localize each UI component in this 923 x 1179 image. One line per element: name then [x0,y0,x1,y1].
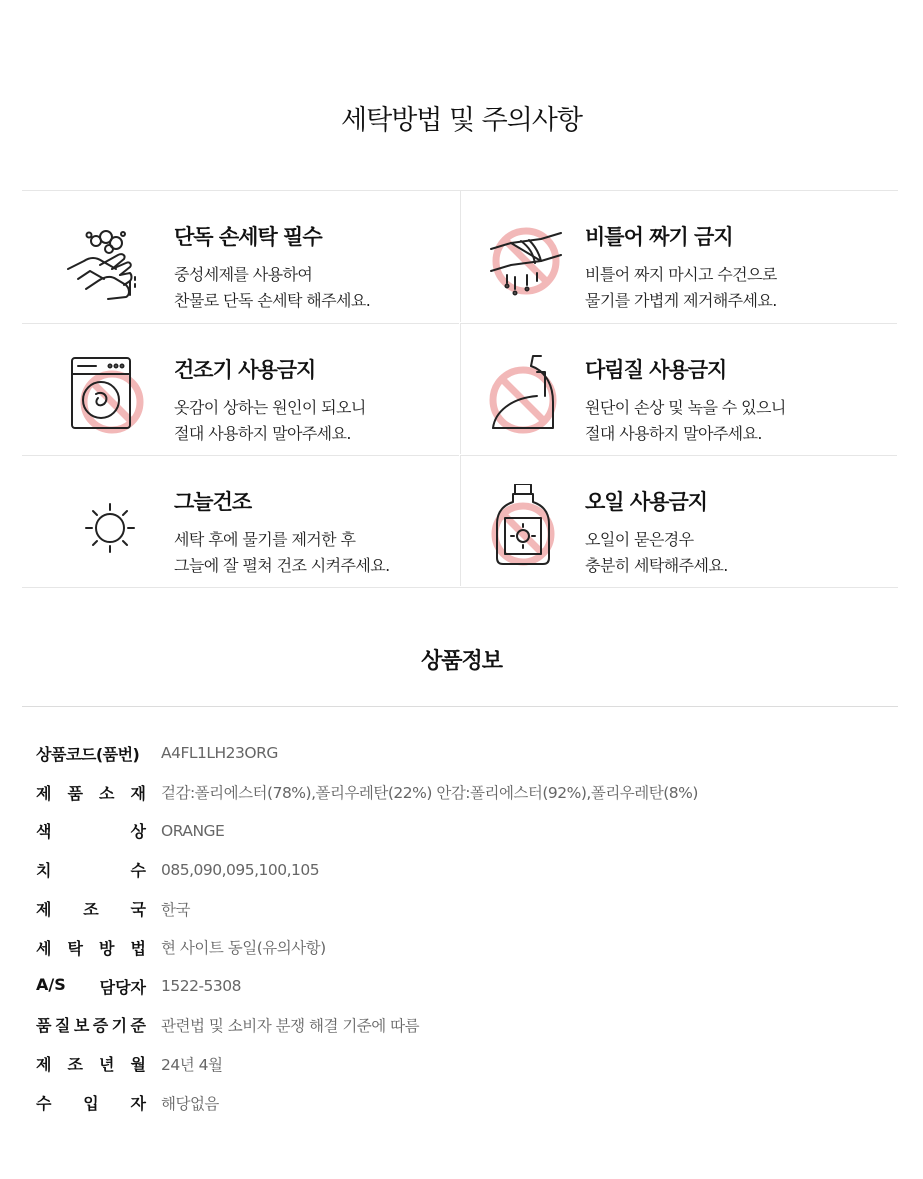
info-label [36,781,146,804]
care-item-line: 충분히 세탁해주세요. [585,556,728,575]
product-info-title: 상품정보 [420,649,502,674]
info-row [36,1006,896,1045]
care-item-no-dryer [22,323,459,454]
info-label-char: 조 [67,1055,83,1075]
info-row [36,967,896,1006]
info-value: 겉감:폴리에스터(78%),폴리우레탄(22%) 안감:폴리에스터(92%),폴리우레탄(8%) [161,784,698,803]
info-label-char: 재 [130,783,146,803]
info-label-char: 색 [36,822,52,842]
info-label-char: 기 [111,1016,128,1036]
care-item-line: 물기를 가볍게 제거해주세요. [585,291,777,310]
info-value: A4FL1LH23ORG [161,744,278,763]
info-value: 085,090,095,100,105 [161,860,320,879]
info-row [36,928,896,967]
info-row [36,1044,896,1083]
info-label-char: 탁 [67,938,83,958]
no-iron-icon [481,352,571,442]
care-instructions-grid [22,190,898,588]
care-item-heading: 건조기 사용금지 [174,358,316,382]
divider [22,706,898,707]
info-value: ORANGE [161,821,225,840]
info-row [36,773,896,812]
care-item-line: 중성세제를 사용하여 [174,265,313,284]
info-row [36,850,896,889]
info-value: 해당없음 [161,1094,219,1113]
care-item-hand-wash [22,191,459,322]
info-label-part: 담당자 [99,977,146,997]
info-label-char: 소 [99,783,115,803]
care-item-heading: 비틀어 짜기 금지 [585,225,733,249]
info-label-char: 치 [36,861,52,881]
care-item-line: 절대 사용하지 말아주세요. [174,424,351,443]
care-item-no-wring [460,191,897,322]
info-label-char: 제 [36,900,52,920]
info-label-char: 국 [130,900,146,920]
info-label-char: 제 [36,783,52,803]
info-label-char: 조 [83,900,99,920]
info-value: 현 사이트 동일(유의사항) [161,939,326,958]
care-item-line: 비틀어 짜지 마시고 수건으로 [585,265,777,284]
care-item-line: 옷감이 상하는 원인이 되오니 [174,398,366,417]
info-label-char: 자 [130,1094,146,1114]
care-item-heading: 단독 손세탁 필수 [174,225,322,249]
info-value: 한국 [161,900,190,919]
shade-dry-icon [60,484,150,574]
info-label-char: 품 [36,1016,52,1036]
no-oil-icon [481,484,571,574]
info-label-char: 품 [67,783,83,803]
info-label-char: 방 [99,938,115,958]
info-label-char: 월 [130,1055,146,1075]
info-label [36,1091,146,1114]
care-item-line: 절대 사용하지 말아주세요. [585,424,762,443]
info-label [36,975,146,998]
no-wring-icon [481,219,571,309]
info-label [36,1052,146,1075]
info-label-char: 보 [73,1016,90,1036]
care-item-no-iron [460,323,897,454]
info-row [36,734,896,773]
info-value: 24년 4월 [161,1055,223,1074]
info-row [36,812,896,851]
care-item-line: 세탁 후에 물기를 제거한 후 [174,530,356,549]
care-item-line: 오일이 묻은경우 [585,530,694,549]
info-label-char: 세 [36,938,52,958]
info-label-char: 상 [130,822,146,842]
info-label: 상품코드(품번) [36,744,140,764]
info-label [36,897,146,920]
info-value: 관련법 및 소비자 분쟁 해결 기준에 따름 [161,1016,420,1035]
care-item-line: 원단이 손상 및 녹을 수 있으니 [585,398,786,417]
info-label-char: 수 [36,1094,52,1114]
info-label [36,819,146,842]
info-label-char: 질 [54,1016,71,1036]
info-label-char: 법 [130,938,146,958]
info-row [36,889,896,928]
info-label-char: 증 [92,1016,109,1036]
no-dryer-icon [60,352,150,442]
care-item-line: 찬물로 단독 손세탁 해주세요. [174,291,371,310]
care-title: 세탁방법 및 주의사항 [341,105,582,136]
care-item-heading: 다림질 사용금지 [585,358,727,382]
info-label [36,1013,146,1036]
care-item-heading: 그늘건조 [174,490,252,514]
care-item-shade-dry [22,455,459,586]
product-info-table [36,734,896,1122]
info-label-char: 수 [130,861,146,881]
care-item-heading: 오일 사용금지 [585,490,708,514]
info-label-part: A/S [36,974,66,994]
hand-wash-icon [60,219,150,309]
info-label [36,936,146,959]
info-value: 1522-5308 [161,977,241,996]
info-label [36,858,146,881]
care-item-no-oil [460,455,897,586]
info-label-char: 제 [36,1055,52,1075]
care-item-line: 그늘에 잘 펼쳐 건조 시켜주세요. [174,556,390,575]
info-row [36,1083,896,1122]
info-label-char: 년 [99,1055,115,1075]
info-label-char: 입 [83,1094,99,1114]
info-label-char: 준 [130,1016,146,1036]
